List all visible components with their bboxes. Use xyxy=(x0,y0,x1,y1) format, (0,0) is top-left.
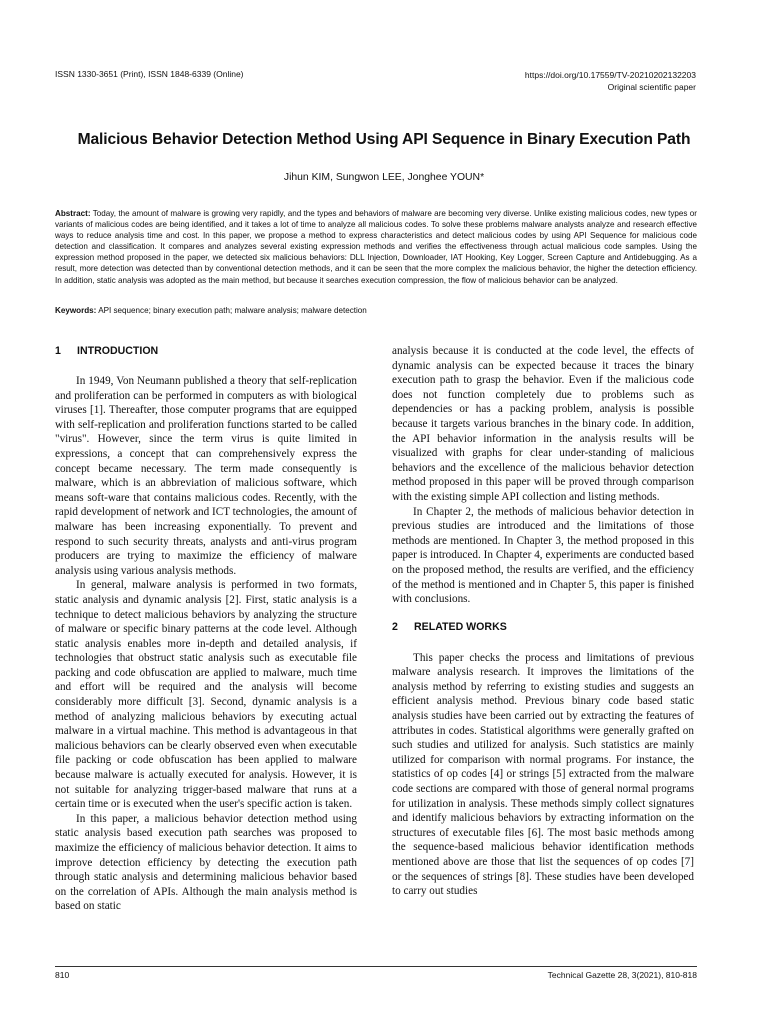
paragraph: In general, malware analysis is performed in two formats, static analysis and dynamic analysis [2]. First, static analysis is a technique to detect malicious behaviors by analyzing the structure of malware or specific binary patterns at the code level. Although static analysis enables more in-depth and detailed analysis, if technologies that obstruct static analysis such as executable file packing and code obfuscation are applied to malware, much time and effort will be required and the analysis will become considerably more difficult [3]. Second, dynamic analysis is a method of analyzing malicious behaviors by executing actual malware in a virtual machine. This method is advantageous in that malicious behaviors can be clearly observed even when executable file packing or code obfuscation has been applied to malware because malware is actually executed for analysis. However, it is not suitable for analyzing trigger-based malware that runs at a certain time or is executed when the user's specific action is taken. xyxy=(55,579,357,811)
section-number: 2 xyxy=(392,620,398,633)
section-title: INTRODUCTION xyxy=(77,345,159,357)
abstract-label: Abstract: xyxy=(55,209,91,218)
paragraph: In this paper, a malicious behavior detection method using static analysis based execution path searches was proposed to maximize the efficiency of malicious behavior detection. It aims to improve detection efficiency by detecting the execution path through static analysis and determining malicious behavior based on the correlation of APIs. Although the main analysis method is based on static xyxy=(55,812,357,913)
issn-line: ISSN 1330-3651 (Print), ISSN 1848-6339 (Online) xyxy=(55,69,244,79)
author-list: Jihun KIM, Sungwon LEE, Jonghee YOUN* xyxy=(283,172,485,183)
paragraph: In 1949, Von Neumann published a theory that self-replication and proliferation can be performed in computers as with biological viruses [1]. Thereafter, those computer programs that are equipped with self-replication and proliferation functions started to be called "virus". However, since the term virus is quite limited in expressions, a concept that can comprehensively express the concept became necessary. The term made consequently is malware, which is an abbreviation of malicious software, which means soft-ware that contains malicious codes. Recently, with the rapid development of network and ICT technologies, the amount of malware has been increasing exponentially. To prevent and respond to such security threats, analysts and anti-virus program producers are trying to maximize the efficiency of malware analysis using various analysis methods. xyxy=(55,375,357,577)
paper-type: Original scientific paper xyxy=(607,82,696,92)
right-column xyxy=(392,344,694,899)
paragraph-continued: analysis because it is conducted at the code level, the effects of dynamic analysis can be expected because it traces the binary execution path to grasp the behavior. Even if the malicious code does not function completely due to problems such as dependencies or has a packing problem, analysis is possible because it targets various branches in the binary code. In addition, the API behavior information in the analysis results will be visualized with graphs for clear under-standing of malicious behaviors and the excellence of the malicious behavior detection method proposed in this paper will be proved through comparison with the existing simple API collection and listing methods. xyxy=(392,345,694,503)
section-number: 1 xyxy=(55,345,61,357)
left-column xyxy=(55,344,357,914)
paper-title: Malicious Behavior Detection Method Using API Sequence in Binary Execution Path xyxy=(77,131,691,148)
keywords-text: API sequence; binary execution path; malware analysis; malware detection xyxy=(98,306,367,315)
section-heading-related-works xyxy=(392,620,694,634)
journal-citation: Technical Gazette 28, 3(2021), 810-818 xyxy=(547,970,697,980)
doi-link[interactable]: https://doi.org/10.17559/TV-20210202132203 xyxy=(524,70,696,80)
abstract xyxy=(55,208,697,286)
section-title: RELATED WORKS xyxy=(414,620,507,633)
footer-divider xyxy=(55,966,697,967)
paragraph: This paper checks the process and limitations of previous malware analysis research. It improves the limitations of the analysis method by referring to existing studies and suggests an efficient analysis method. Previous binary code based static analysis studies have been carried out by extracting the features of attributes in codes. Statistical algorithms were generally grafted on such studies and utilized for analysis. Such statistics are mainly utilized for comparison with normal programs. For instance, the statistics of op codes [4] or strings [5] extracted from the malware code sections are compared with those of general normal programs for utilization in analysis. These methods simply collect signatures and identify malicious behaviors by extracting information on the structures of executable files [6]. The most basic methods among the sequence-based malicious behavior identification methods mentioned above are those that list the sequences of op codes [7] or the sequences of strings [8]. These studies have been developed to carry out studies xyxy=(392,651,694,898)
keywords-label: Keywords: xyxy=(55,306,97,315)
paragraph: In Chapter 2, the methods of malicious behavior detection in previous studies are introduced and the limitations of those methods are mentioned. In Chapter 3, the method proposed in this paper is introduced. In Chapter 4, experiments are conducted based on the proposed method, the results are verified, and the efficiency of the method is mentioned and in Chapter 5, this paper is finished with conclusions. xyxy=(392,505,694,606)
keywords xyxy=(55,306,697,315)
abstract-text: Today, the amount of malware is growing very rapidly, and the types and behaviors of malware are becoming very diverse. Unlike existing malicious codes, new types or variants of malicious codes are being identified, and it takes a lot of time to analyze all malicious codes. To solve these problems malware analysts analyze and research effective ways to reduce analysis time and cost. In this paper, we propose a method to express characteristics and detect malicious codes by using API Sequence for malicious code detection and classification. It compares and analyzes several existing expression methods and verifies the effectiveness through actual malicious code samples. Using the expression method proposed in the paper, we detected six malicious behaviors: DLL Injection, Downloader, IAT Hooking, Key Logger, Screen Capture and Antidebugging. As a result, more detection was detected than by conventional detection methods, and it can be seen that the more complex the malicious behavior, the higher the detection efficiency. In addition, static analysis was adopted as the main method, but because it searches execution compression, the flow of malicious behavior can be analyzed. xyxy=(55,209,698,285)
doi-block xyxy=(525,69,696,93)
page-number: 810 xyxy=(55,970,70,980)
section-heading-introduction xyxy=(55,344,357,358)
